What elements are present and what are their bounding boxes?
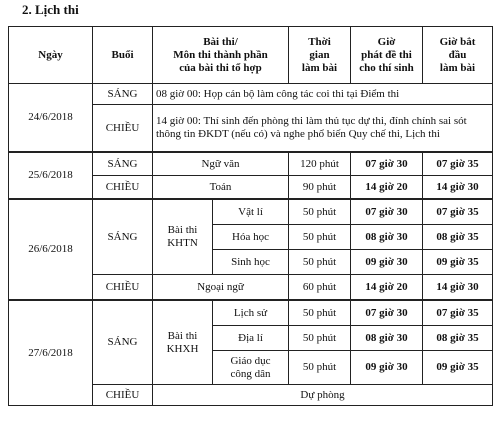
subject-cell: Vật lí	[213, 199, 289, 225]
date-cell: 24/6/2018	[9, 84, 93, 153]
note-cell: Dự phòng	[153, 385, 493, 406]
start-time-cell: 14 giờ 30	[423, 275, 493, 301]
session-cell: SÁNG	[93, 300, 153, 385]
header-tg-line2: gian	[309, 48, 330, 61]
paper-time-cell: 09 giờ 30	[351, 351, 423, 385]
header-phat-line3: cho thí sinh	[359, 61, 414, 74]
duration-cell: 50 phút	[289, 250, 351, 275]
session-cell: CHIỀU	[93, 385, 153, 406]
header-phat-line1: Giờ	[377, 35, 396, 48]
header-bd-line3: làm bài	[439, 61, 476, 74]
subject-cell: Sinh học	[213, 250, 289, 275]
start-time-cell: 07 giờ 35	[423, 300, 493, 326]
start-time-cell: 09 giờ 35	[423, 250, 493, 275]
group-line1: Bài thi	[167, 329, 198, 342]
start-time-cell: 09 giờ 35	[423, 351, 493, 385]
duration-cell: 90 phút	[289, 176, 351, 200]
duration-cell: 50 phút	[289, 326, 351, 351]
header-buoi: Buổi	[93, 27, 153, 84]
header-mon-thi	[153, 27, 289, 84]
paper-time-cell: 07 giờ 30	[351, 152, 423, 176]
start-time-cell: 07 giờ 35	[423, 199, 493, 225]
header-phat-line2: phát đề thi	[361, 48, 412, 61]
paper-time-cell: 14 giờ 20	[351, 176, 423, 200]
table-row	[9, 152, 493, 176]
subject-group-cell	[153, 300, 213, 385]
header-thoi-gian	[289, 27, 351, 84]
subject-cell: Lịch sử	[213, 300, 289, 326]
paper-time-cell: 14 giờ 20	[351, 275, 423, 301]
note-cell: 08 giờ 00: Họp cán bộ làm công tác coi thi tại Điểm thi	[153, 84, 493, 105]
duration-cell: 50 phút	[289, 351, 351, 385]
duration-cell: 60 phút	[289, 275, 351, 301]
session-cell: SÁNG	[93, 84, 153, 105]
group-line1: Bài thi	[167, 224, 198, 236]
start-time-cell: 07 giờ 35	[423, 152, 493, 176]
session-cell: SÁNG	[93, 152, 153, 176]
header-tg-line1: Thời	[308, 35, 331, 48]
header-gio-bat-dau	[423, 27, 493, 84]
session-cell: CHIỀU	[93, 275, 153, 301]
table-row	[9, 199, 493, 225]
subject-line1: Giáo dục	[230, 354, 271, 367]
date-cell: 25/6/2018	[9, 152, 93, 199]
paper-time-cell: 08 giờ 30	[351, 225, 423, 250]
paper-time-cell: 07 giờ 30	[351, 199, 423, 225]
header-mon-line3: của bài thi tổ hợp	[179, 61, 262, 74]
paper-time-cell: 07 giờ 30	[351, 300, 423, 326]
subject-cell: Địa lí	[213, 326, 289, 351]
subject-cell: Hóa học	[213, 225, 289, 250]
header-row	[9, 27, 493, 84]
duration-cell: 50 phút	[289, 199, 351, 225]
start-time-cell: 08 giờ 35	[423, 326, 493, 351]
header-tg-line3: làm bài	[301, 61, 338, 74]
header-mon-line1: Bài thi/	[203, 35, 238, 48]
start-time-cell: 08 giờ 35	[423, 225, 493, 250]
duration-cell: 50 phút	[289, 225, 351, 250]
subject-group-cell	[153, 199, 213, 275]
duration-cell: 120 phút	[289, 152, 351, 176]
note-cell: 14 giờ 00: Thí sinh đến phòng thi làm thủ tục dự thi, đính chính sai sót thông tin ĐKDT (nếu có) và nghe phổ biến Quy chế thi, Lịch thi	[153, 105, 493, 153]
subject-cell: Ngoại ngữ	[153, 275, 289, 301]
date-cell: 26/6/2018	[9, 199, 93, 300]
paper-time-cell: 08 giờ 30	[351, 326, 423, 351]
header-bd-line2: đầu	[448, 48, 467, 61]
group-line2: KHXH	[166, 342, 199, 355]
table-row	[9, 300, 493, 326]
group-line2: KHTN	[167, 237, 198, 249]
subject-cell	[213, 351, 289, 385]
session-cell: SÁNG	[93, 199, 153, 275]
date-cell: 27/6/2018	[9, 300, 93, 406]
subject-line2: công dân	[230, 367, 271, 380]
paper-time-cell: 09 giờ 30	[351, 250, 423, 275]
exam-schedule-table	[8, 26, 493, 406]
header-bd-line1: Giờ bắt	[439, 35, 476, 48]
header-ngay: Ngày	[9, 27, 93, 84]
table-row	[9, 84, 493, 105]
duration-cell: 50 phút	[289, 300, 351, 326]
start-time-cell: 14 giờ 30	[423, 176, 493, 200]
session-cell: CHIỀU	[93, 176, 153, 200]
header-mon-line2: Môn thi thành phần	[173, 48, 268, 61]
header-gio-phat-de	[351, 27, 423, 84]
subject-cell: Toán	[153, 176, 289, 200]
subject-cell: Ngữ văn	[153, 152, 289, 176]
session-cell: CHIỀU	[93, 105, 153, 153]
section-title: 2. Lịch thi	[22, 2, 79, 17]
